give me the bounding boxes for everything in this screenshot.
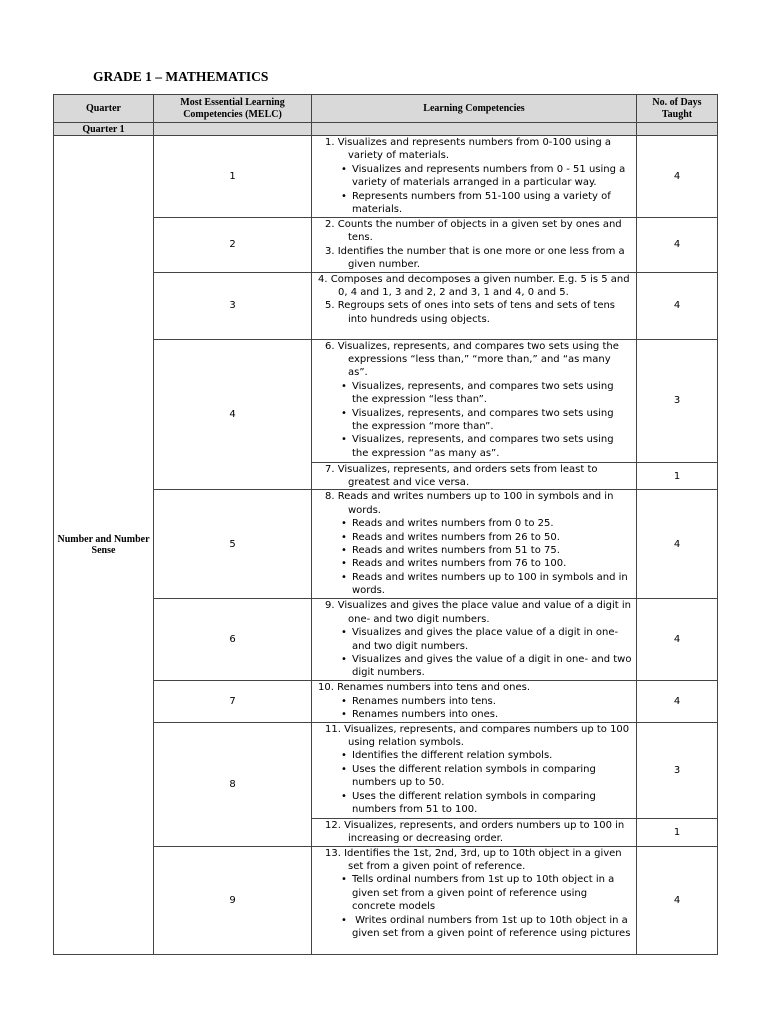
competency-item: 3. Identifies the number that is one more or one less from a given number. — [325, 245, 625, 271]
competency-subitem: • Uses the different relation symbols in comparing numbers from 51 to 100. — [318, 790, 633, 817]
competency-subitem: • Visualizes, represents, and compares two sets using the expression “more than”. — [318, 407, 633, 434]
melc-number: 9 — [154, 846, 312, 954]
table-row — [54, 599, 718, 681]
competency-item: 10. Renames numbers into tens and ones. — [318, 682, 531, 694]
days-taught: 4 — [637, 272, 718, 339]
competency-subitem: • Reads and writes numbers from 51 to 75. — [318, 544, 633, 557]
competency-item: 7. Visualizes, represents, and orders sets from least to greatest and vice versa. — [325, 463, 598, 489]
melc-number: 6 — [154, 599, 312, 681]
competency-subitem: • Renames numbers into ones. — [318, 708, 633, 721]
competency-subitem: • Reads and writes numbers from 76 to 100. — [318, 557, 633, 570]
domain-label: Number and Number Sense — [54, 136, 154, 955]
table-row — [54, 681, 718, 722]
table-row — [54, 218, 718, 273]
competency-subitem: • Uses the different relation symbols in comparing numbers up to 50. — [318, 763, 633, 790]
competency-cell — [312, 818, 637, 846]
days-taught: 1 — [637, 818, 718, 846]
competency-subitem: • Represents numbers from 51-100 using a variety of materials. — [318, 190, 633, 217]
header-melc: Most Essential Learning Competencies (MELC) — [154, 95, 312, 123]
melc-number: 2 — [154, 218, 312, 273]
competency-subitem: • Writes ordinal numbers from 1st up to 10th object in a given set from a given point of reference using pictures — [318, 914, 633, 941]
competency-item: 4. Composes and decomposes a given number. E.g. 5 is 5 and 0, 4 and 1, 3 and 2, 2 and 3, 1 and 4, 0 and 5. — [318, 273, 630, 299]
quarter-row — [54, 123, 718, 136]
header-learning-competencies: Learning Competencies — [312, 95, 637, 123]
melc-number: 3 — [154, 272, 312, 339]
days-taught: 4 — [637, 681, 718, 722]
competency-cell — [312, 490, 637, 599]
melc-number: 7 — [154, 681, 312, 722]
competency-cell — [312, 846, 637, 954]
days-taught: 4 — [637, 599, 718, 681]
days-taught: 3 — [637, 339, 718, 462]
melc-number: 4 — [154, 339, 312, 490]
competency-cell — [312, 722, 637, 818]
competency-subitem: • Tells ordinal numbers from 1st up to 10th object in a given set from a given point of reference using concrete models — [318, 873, 633, 913]
days-taught: 1 — [637, 462, 718, 490]
competency-item: 9. Visualizes and gives the place value and value of a digit in one- and two digit numbers. — [325, 600, 631, 625]
header-row — [54, 95, 718, 123]
table-row — [54, 272, 718, 339]
competency-item: 5. Regroups sets of ones into sets of tens and sets of tens into hundreds using objects. — [325, 300, 616, 325]
competency-item: 13. Identifies the 1st, 2nd, 3rd, up to 10th object in a given set from a given point of reference. — [325, 847, 622, 873]
competency-cell — [312, 272, 637, 339]
competency-subitem: • Visualizes, represents, and compares two sets using the expression “as many as”. — [318, 433, 633, 460]
melc-table — [53, 94, 718, 955]
days-taught: 3 — [637, 722, 718, 818]
competency-cell — [312, 599, 637, 681]
competency-subitem: • Visualizes and gives the place value of a digit in one- and two digit numbers. — [318, 626, 633, 653]
competency-subitem: • Reads and writes numbers from 26 to 50. — [318, 531, 633, 544]
header-quarter: Quarter — [54, 95, 154, 123]
days-taught: 4 — [637, 490, 718, 599]
competency-subitem: • Renames numbers into tens. — [318, 695, 633, 708]
competency-subitem: • Visualizes and represents numbers from 0 - 51 using a variety of materials arranged in a particular way. — [318, 163, 633, 190]
competency-subitem: • Visualizes and gives the value of a digit in one- and two digit numbers. — [318, 653, 633, 680]
days-taught: 4 — [637, 218, 718, 273]
days-taught: 4 — [637, 846, 718, 954]
competency-item: 8. Reads and writes numbers up to 100 in symbols and in words. — [325, 491, 614, 516]
competency-item: 1. Visualizes and represents numbers from 0-100 using a variety of materials. — [325, 137, 612, 162]
document-title: GRADE 1 – MATHEMATICS — [93, 69, 269, 84]
melc-number: 5 — [154, 490, 312, 599]
header-days-taught: No. of Days Taught — [637, 95, 718, 123]
melc-number: 1 — [154, 136, 312, 218]
competency-item: 6. Visualizes, represents, and compares two sets using the expressions “less than,” “more than,” and “as many as”. — [325, 340, 619, 379]
competency-cell — [312, 462, 637, 490]
days-taught: 4 — [637, 136, 718, 218]
competency-cell — [312, 339, 637, 462]
melc-number: 8 — [154, 722, 312, 846]
competency-cell — [312, 136, 637, 218]
competency-item: 12. Visualizes, represents, and orders numbers up to 100 in increasing or decreasing order. — [325, 819, 625, 845]
competency-subitem: • Visualizes, represents, and compares two sets using the expression “less than”. — [318, 380, 633, 407]
competency-item: 11. Visualizes, represents, and compares numbers up to 100 using relation symbols. — [325, 723, 630, 749]
table-row — [54, 846, 718, 954]
competency-cell — [312, 218, 637, 273]
competency-subitem: • Reads and writes numbers from 0 to 25. — [318, 517, 633, 530]
table-row — [54, 339, 718, 462]
quarter-label: Quarter 1 — [54, 123, 154, 136]
competency-item: 2. Counts the number of objects in a given set by ones and tens. — [325, 219, 622, 244]
table-row — [54, 136, 718, 218]
competency-subitem: • Identifies the different relation symbols. — [318, 749, 633, 762]
competency-subitem: • Reads and writes numbers up to 100 in symbols and in words. — [318, 571, 633, 598]
competency-cell — [312, 681, 637, 722]
table-row — [54, 722, 718, 818]
table-row — [54, 490, 718, 599]
